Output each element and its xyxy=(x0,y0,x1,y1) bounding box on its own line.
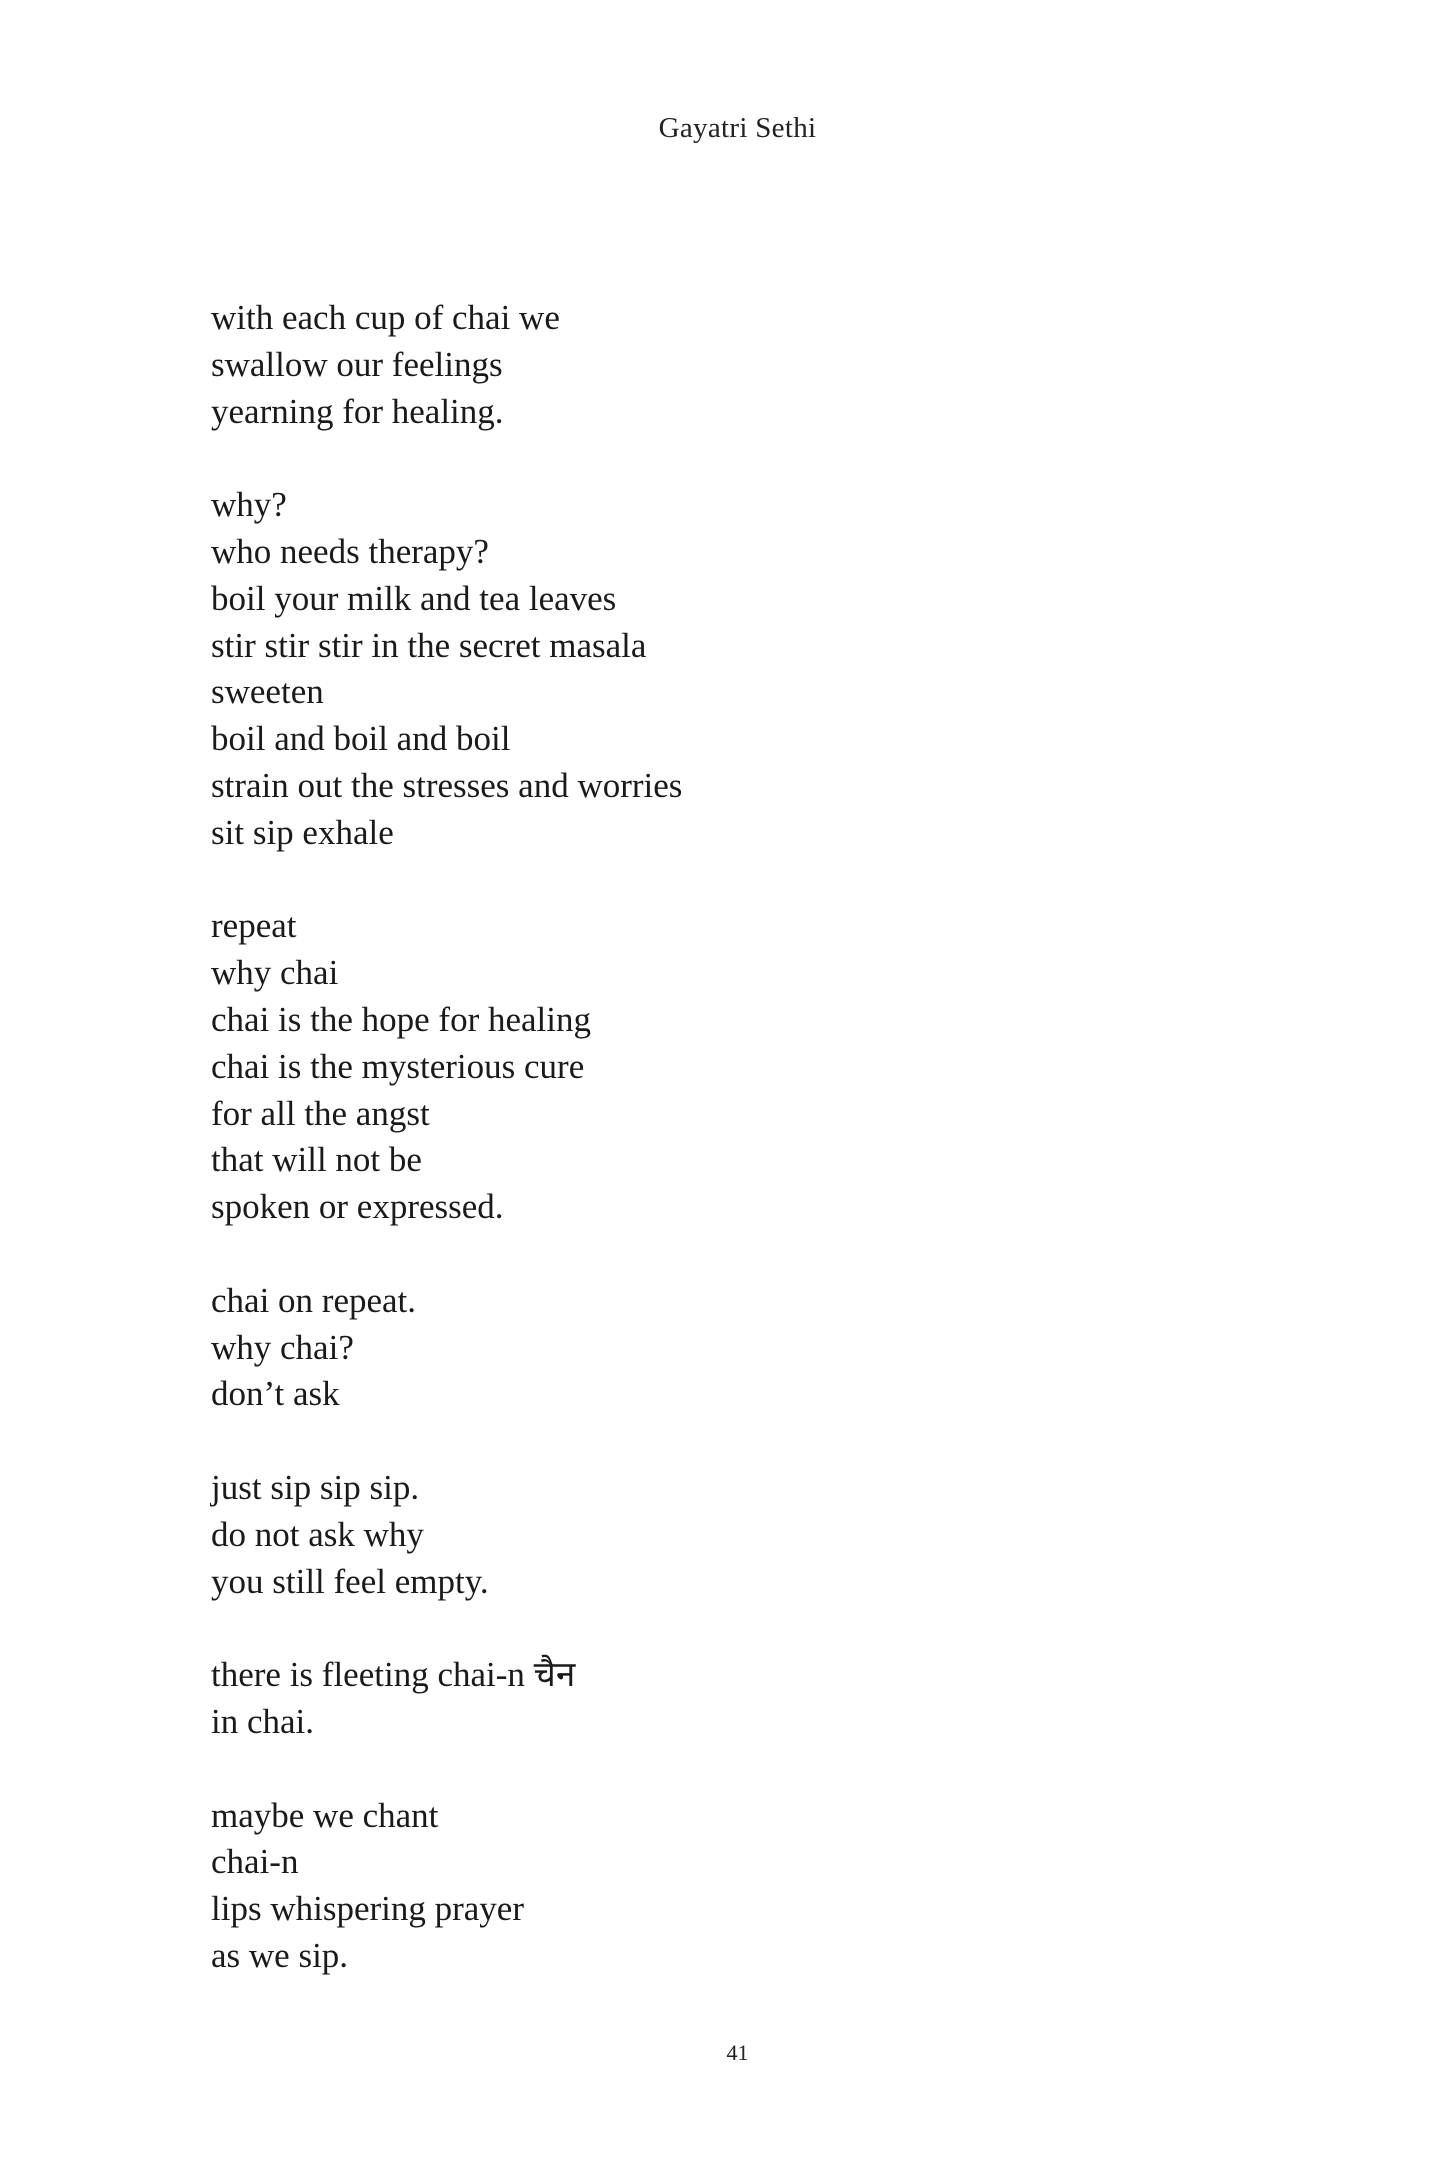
poem-line: chai is the mysterious cure xyxy=(211,1046,585,1086)
poem-line: strain out the stresses and worries xyxy=(211,765,683,805)
poem-line: swallow our feelings xyxy=(211,344,503,384)
poem-line: sweeten xyxy=(211,672,324,712)
poem-line: yearning for healing. xyxy=(211,391,504,431)
poem-line: spoken or expressed. xyxy=(211,1187,504,1227)
poem-line: do not ask why xyxy=(211,1514,424,1554)
stanza-break xyxy=(211,1746,1211,1793)
stanza xyxy=(211,903,1211,1231)
poem-line: why chai? xyxy=(211,1327,354,1367)
page-number: 41 xyxy=(726,2040,749,2065)
poem-line: for all the angst xyxy=(211,1093,430,1133)
poem-line: there is fleeting chai-n चैन xyxy=(211,1655,576,1695)
stanza-break xyxy=(211,435,1211,482)
poem-line: maybe we chant xyxy=(211,1795,439,1835)
poem-line: with each cup of chai we xyxy=(211,298,560,337)
poem-line: boil and boil and boil xyxy=(211,719,511,759)
stanza xyxy=(211,295,1211,435)
running-head: Gayatri Sethi xyxy=(658,112,817,144)
poem-line: lips whispering prayer xyxy=(211,1889,524,1929)
poem-line: in chai. xyxy=(211,1701,315,1741)
poem-line: as we sip. xyxy=(211,1935,349,1975)
stanza-break xyxy=(211,1605,1211,1652)
poem-line: chai on repeat. xyxy=(211,1280,417,1320)
stanza xyxy=(211,1465,1211,1605)
stanza-break xyxy=(211,857,1211,904)
stanza xyxy=(211,1278,1211,1418)
poem-line: chai is the hope for healing xyxy=(211,999,592,1039)
poem-line: that will not be xyxy=(211,1140,422,1180)
poem-line: why? xyxy=(211,485,287,525)
stanza xyxy=(211,1793,1211,1980)
poem-line: who needs therapy? xyxy=(211,531,489,571)
poem-line: boil your milk and tea leaves xyxy=(211,578,617,618)
stanza xyxy=(211,482,1211,856)
poem-line: chai-n xyxy=(211,1842,299,1882)
poem-line: repeat xyxy=(211,906,297,946)
poem-line: you still feel empty. xyxy=(211,1561,489,1601)
stanza xyxy=(211,1652,1211,1746)
poem-line: sit sip exhale xyxy=(211,812,394,852)
poem-line: just sip sip sip. xyxy=(211,1467,420,1507)
poem-line: stir stir stir in the secret masala xyxy=(211,625,647,665)
stanza-break xyxy=(211,1231,1211,1278)
poem-body xyxy=(211,295,1211,1980)
poem-line: don’t ask xyxy=(211,1374,340,1414)
stanza-break xyxy=(211,1418,1211,1465)
poem-line: why chai xyxy=(211,953,339,993)
